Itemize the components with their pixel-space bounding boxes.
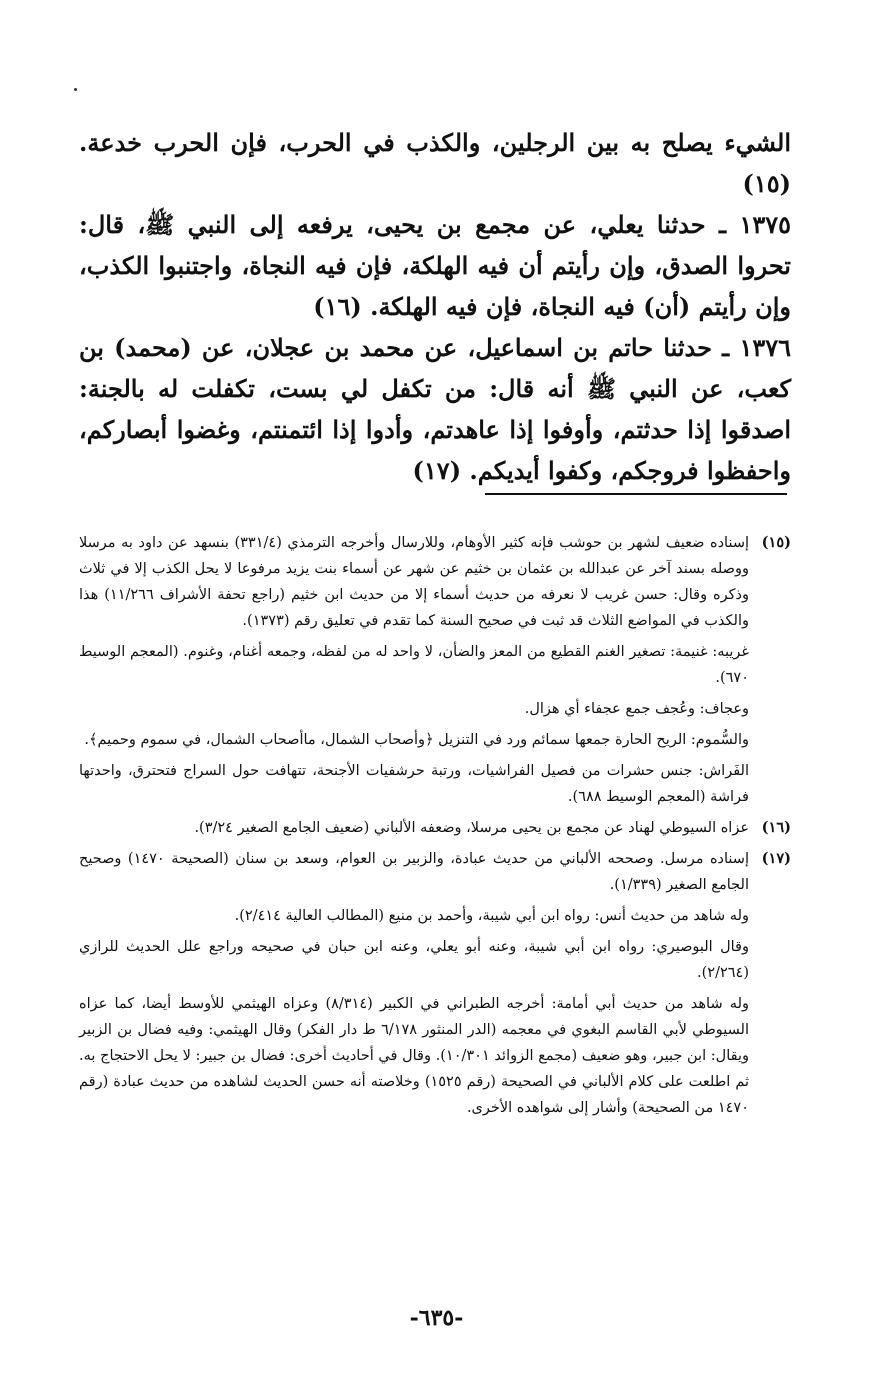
footnote-paragraph: وله شاهد من حديث أنس: رواه ابن أبي شيبة، وأحمد بن منيع (المطالب العالية ٢/٤١٤).	[234, 908, 749, 924]
footnote	[79, 815, 791, 846]
footnote-paragraph: الفَراش: جنس حشرات من فصيل الفراشيات، ورتبة حرشفيات الأجنحة، تتهافت حول السراج فتحترق، واحدتها فراشة (المعجم الوسيط ٦٨٨).	[79, 763, 749, 805]
hadith-paragraph: ١٣٧٥ ـ حدثنا يعلي، عن مجمع بن يحيى، يرفعه إلى النبي ﷺ، قال: تحروا الصدق، وإن رأيتم أن فيه الهلكة، فإن فيه النجاة، واجتنبوا الكذب، وإن رأيتم (أن) فيه النجاة، فإن فيه الهلكة. (١٦)	[79, 210, 791, 321]
hadith-paragraph: ١٣٧٦ ـ حدثنا حاتم بن اسماعيل، عن محمد بن عجلان، عن (محمد) بن كعب، عن النبي ﷺ أنه قال: من تكفل لي بست، تكفلت له بالجنة: اصدقوا إذا حدثتم، وأوفوا إذا عاهدتم، وأدوا إذا ائتمنتم، وغضوا أبصاركم، واحفظوا فروجكم، وكفوا أيديكم. (١٧)	[79, 333, 791, 485]
page-number: -٦٣٥-	[409, 1305, 464, 1331]
footnote-separator	[485, 493, 787, 495]
footnote-paragraph: غريبه: غنيمة: تصغير الغنم القطيع من المعز والضأن، لا واحد له من لفظه، وجمعه أغنام، وغنوم. (المعجم الوسيط ٦٧٠).	[79, 644, 749, 686]
footnote-body	[79, 846, 749, 1126]
footnote-number: (١٧)	[761, 850, 791, 867]
footnote-body	[79, 815, 749, 846]
footnote-paragraph: وله شاهد من حديث أبي أمامة: أخرجه الطبراني في الكبير (٨/٣١٤) وعزاه الهيثمي للأوسط أيضا، كما عزاه السيوطي لأبي القاسم البغوي في معجمه (الدر المنثور ٦/١٧٨ ط دار الفكر) وقال الهيثمي: وفيه فضال بن الزبير ويقال: ابن جبير، وهو ضعيف (مجمع الزوائد ١٠/٣٠١). وقال في أحاديث أخرى: فضال بن جبير: لا يحل الاحتجاج به. ثم اطلعت على كلام الألباني في الصحيحة (رقم ١٥٢٥) وخلاصته أنه حسن الحديث لشاهده من حديث عبادة (رقم ١٤٧٠ من الصحيحة) وأشار إلى شواهده الأخرى.	[79, 996, 750, 1116]
footnotes	[79, 530, 791, 1126]
scan-speck	[74, 88, 77, 91]
footnote-number: (١٥)	[761, 534, 791, 551]
footnote	[79, 530, 791, 815]
footnote	[79, 846, 791, 1126]
footnote-paragraph: إسناده مرسل. وصححه الألباني من حديث عبادة، والزبير بن العوام، وسعد بن سنان (الصحيحة ١٤٧٠) وصحيح الجامع الصغير (١/٣٣٩).	[79, 851, 749, 893]
footnote-body	[79, 530, 749, 815]
hadith-text	[79, 122, 791, 491]
footnote-number: (١٦)	[761, 819, 791, 836]
footnote-paragraph: إسناده ضعيف لشهر بن حوشب فإنه كثير الأوهام، وللارسال وأخرجه الترمذي (٣٣١/٤) بنسهد عن داود به مرسلا ووصله بسند آخر عن عبدالله بن عثمان بن خثيم عن شهر عن أسماء بنت يزيد مرفوعا لا يحل الكذب إلا في ثلاث وذكره وقال: حسن غريب لا نعرفه من حديث أسماء إلا من حديث ابن خثيم (راجع تحفة الأشراف ١١/٢٦٦) هذا والكذب في المواضع الثلاث قد ثبت في صحيح السنة كما تقدم في تعليق رقم (١٣٧٣).	[79, 535, 750, 629]
footnote-paragraph: وقال البوصيري: رواه ابن أبي شيبة، وعنه أبو يعلي، وعنه ابن حبان في صحيحه وراجع علل الحديث للرازي (٢/٢٦٤).	[79, 939, 749, 981]
footnote-paragraph: وعجاف: وعُجف جمع عجفاء أي هزال.	[524, 701, 749, 717]
footnote-paragraph: عزاه السيوطي لهناد عن مجمع بن يحيى مرسلا، وضعفه الألباني (ضعيف الجامع الصغير ٣/٢٤).	[194, 820, 749, 836]
footnote-paragraph: والسُّموم: الريح الحارة جمعها سمائم ورد في التنزيل ﴿وأصحاب الشمال، ماأصحاب الشمال، في سموم وحميم﴾.	[84, 732, 749, 748]
hadith-paragraph: الشيء يصلح به بين الرجلين، والكذب في الحرب، فإن الحرب خدعة. (١٥)	[79, 128, 791, 198]
